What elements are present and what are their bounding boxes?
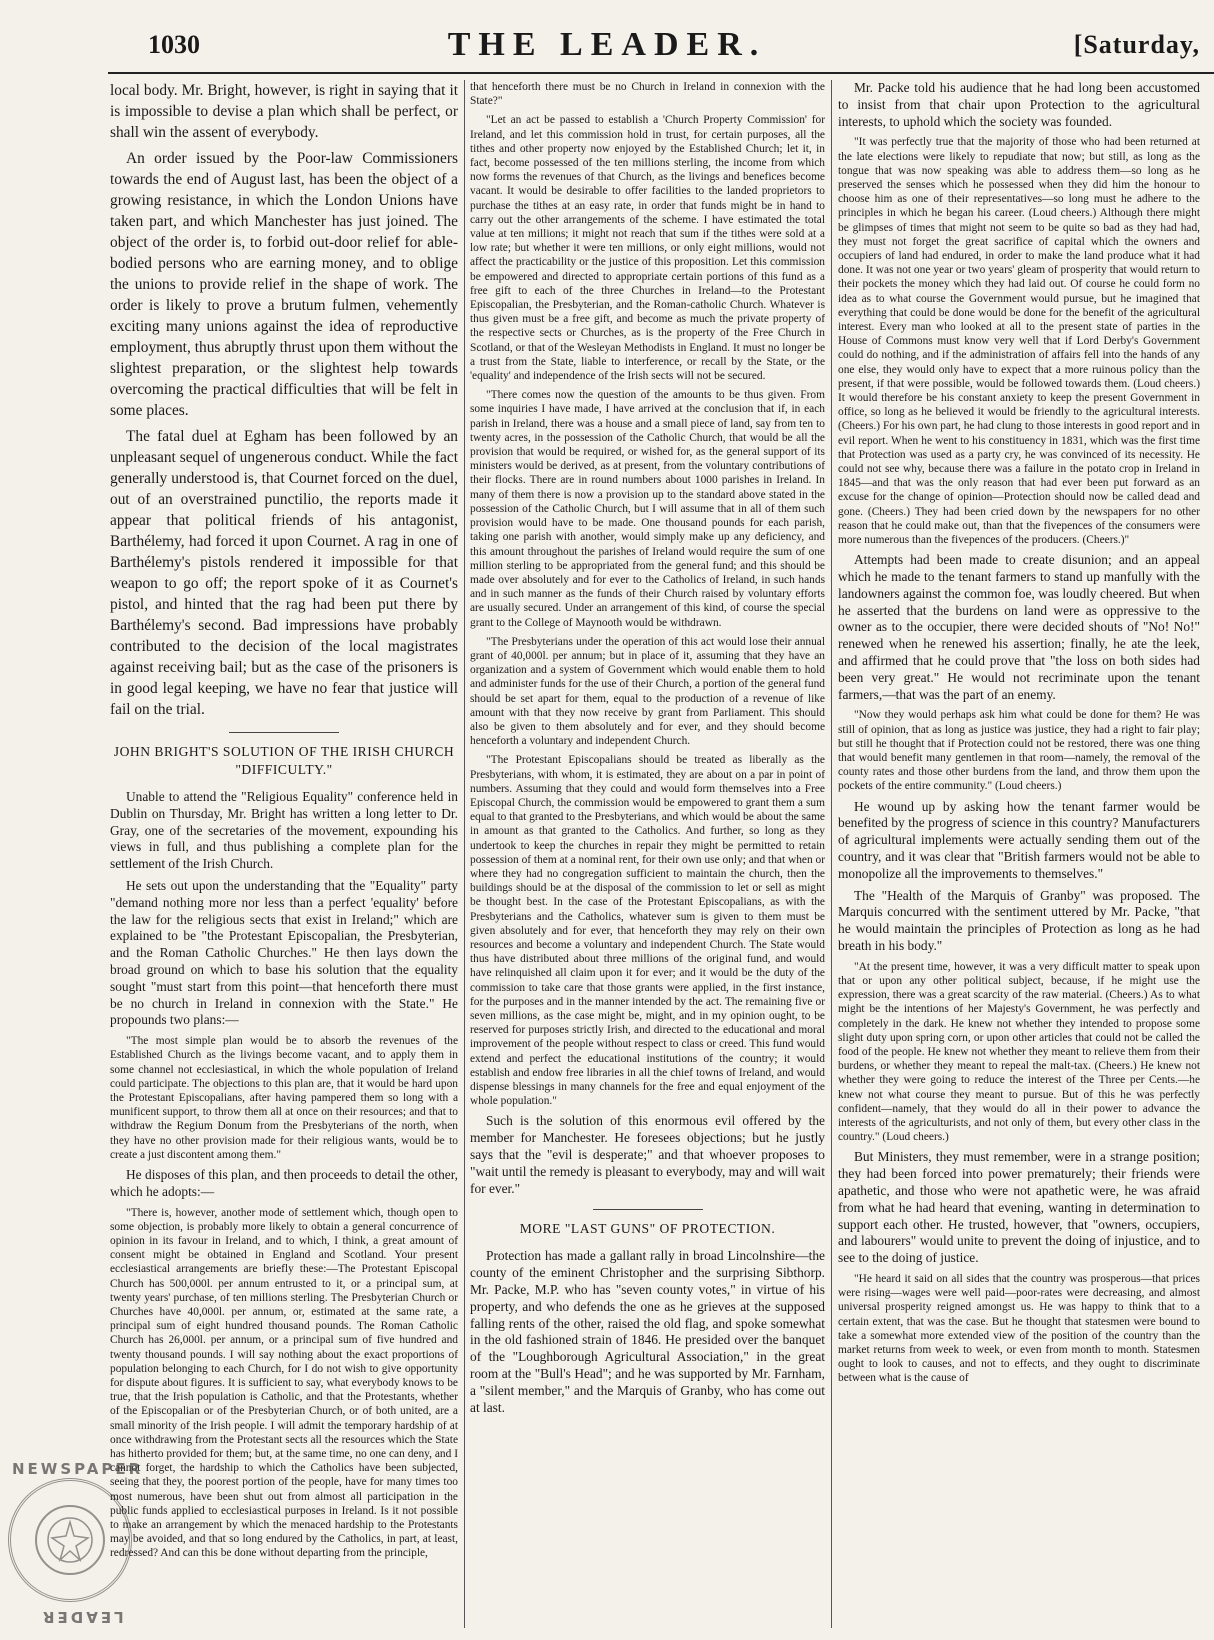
issue-day: [Saturday, [1073,30,1200,59]
col3-quote-present-time: "At the present time, however, it was a very difficult matter to speak upon that or upon any other political subject, because, if he might use the expression, there was a great scarcity of the raw material. (Cheers.) As to what might be the intentions of her Majesty's Government, he was perfectly and completely in the dark. He knew not whether they intended to propose some slight duty upon spring corn, or upon other articles that could not be called the food of the people. He knew not whether they meant to relieve them from their burdens, or whether they meant to repeal the malt-tax. (Cheers.) He knew not whether they were going to reduce the interest of the Three per Cents.—he knew not what course they meant to pursue. But of this he was perfectly confident—namely, that they would do all in their power to advance the interests of the agriculturists, and not only of them, but every other class in the country." (Loud cheers.) [838,960,1200,1144]
stamp-label-bottom: LEADER [40,1608,124,1626]
col1-paragraph-duel: The fatal duel at Egham has been followed by an unpleasant sequel of ungenerous conduct. While the fact generally understood is, that Cournet forced on the duel, out of an overstrained punctilio, the reports made it appear that political friends of his antagonist, Barthélemy, had forced it upon Cournet. A rag in one of Barthélemy's pistols rendered it impossible for that weapon to go off; the report spoke of it as Cournet's pistol, and hinted that the rag had been put there by Barthélemy's second. Bad impressions have probably contributed to the decision of the local magistrates against receiving bail; but as the case of the prisoners is in good legal keeping, we have no fear that justice will fail on the trial. [110,428,458,718]
column-3 [838,80,1200,1628]
col3-quote-majority: "It was perfectly true that the majority of those who had been returned at the late elections were likely to repudiate that now; but still, as long as the tongue that was now speaking was able to address them—so long as he preserved the senses which he possessed when they did him the honour to choose him as one of their representatives—so long must he adhere to the principles in which he began his career. (Loud cheers.) Although there might be glimpses of times that might not seem to be quite so bad as they had had, they must not forget the great sacrifice of capital which the owners and occupiers of land had endured, in order to make the land produce what it had done. It was not one year or two years' gleam of prosperity that would return to their pockets the money which they had laid out. Of course he could form no idea as to what course the Government would pursue, but he imagined that everything that could be done would be done for the benefit of the agricultural interest. Every man who looked at all to the present state of parties in the House of Commons must know very well that if Lord Derby's Government could do nothing, and if the administration of affairs fell into the hands of any one else, they would only have to expect that a more ruinous policy than the present, if that were possible, would be followed towards them. (Loud cheers.) It would therefore be his constant anxiety to keep the present Government in office, so long as he believed it would be friendly to the agricultural interests. (Cheers.) For his own part, he had clung to those interests in good report and in evil report. When he went to his constituency in 1831, which was the first time that Protection was used as a party cry, he was convinced of its necessity. He could not see why, because there was a failure in the potato crop in Ireland in 1845—and that was the only reason that had ever been put forward as an excuse for the change of opinion—Protection should now be called dead and gone. (Cheers.) They had been cried down by the newspapers for no other reason that he could make out, than that the fivepences of the consumers were more numerous than the fivepences of the producers. (Cheers.)" [838,136,1200,547]
col1-paragraph-sets-out: He sets out upon the understanding that the "Equality" party "demand nothing more nor less than a perfect 'equality' before the law for the religious sects that exist in Ireland;" which are explained to be "the Protestant Episcopalian, the Presbyterian, and the Roman Catholic Churches." He then lays down the broad ground on which to base his solution that the equality sought "must start from this point—that henceforth there must be no church in Ireland in connexion with the State." He propounds two plans:— [110,877,458,1028]
library-stamp-seal [8,1478,132,1602]
article-heading-last-guns: MORE "LAST GUNS" OF PROTECTION. [519,1221,776,1237]
column-1 [110,80,458,1628]
column-divider-2 [831,80,832,1628]
section-rule [593,1209,703,1210]
article-heading-irish-church: JOHN BRIGHT'S SOLUTION OF THE IRISH CHURCH "DIFFICULTY." [113,744,455,777]
col2-quote-episcopalians: "The Protestant Episcopalians should be treated as liberally as the Presbyterians, with whom, it is estimated, they are about on a par in point of numbers. Assuming that they could and would form themselves into a Free Episcopal Church, the commission would be empowered to grant them a sum equal to that granted to the Presbyterians, and which would be about the same in amount as that granted to the Catholics. And further, so long as they undertook to keep the churches in repair they might be permitted to retain possession of them at a nominal rent, for their own use only; and that when or where they had no congregation sufficient to maintain the church, then the buildings should be at the disposal of the commission to let or sell as might be thought best. In the case of the Protestant Episcopalians, as with the Presbyterians and the Catholics, whatever sum is given to them must be given absolutely and for ever, that henceforth they may rely on their own resources and become a voluntary and independent Church. The State would thus have distributed about three millions of the original fund, and would have relinquished all claim upon it for ever; and it would be the duty of the commission to take care that those grants were applied, in the first instance, for the purposes and in the manner intended by the act. The remaining five or seven millions, as the case might be, might, and in my opinion ought, to be reserved for purposes strictly Irish, and directed to the educational and moral improvement of the people without respect to class or creed. This fund would extend and perfect the educational institutions of the country; it would establish and endow free libraries in all the chief towns of Ireland, and would dispense blessings in many channels for the free and equal enjoyment of the whole population." [470,754,825,1108]
col1-paragraph-1: local body. Mr. Bright, however, is right in saying that it is impossible to devise a plan which shall be perfect, or shall win the assent of everybody. [110,82,458,141]
masthead-rule [108,72,1214,74]
col2-paragraph-protection: Protection has made a gallant rally in broad Lincolnshire—the county of the eminent Christopher and the surprising Sibthorp. Mr. Packe, M.P. who has "seven county votes," in virtue of his property, and who defends the one as he grieves at the supposed falling rents of the other, raised the old flag, and spoke somewhat in the old fashioned strain of 1846. He presided over the banquet of the "Loughborough Agricultural Association," in the great room at the "Bull's Head"; and he was supported by Mr. Farnham, a "silent member," and the Marquis of Granby, who has come out at last. [470,1248,825,1415]
col1-paragraph-disposes: He disposes of this plan, and then proceeds to detail the other, which he adopts:— [110,1166,458,1199]
col3-paragraph-wound-up: He wound up by asking how the tenant farmer would be benefited by the progress of science in this country? Manufacturers of agricultural implements were actually sending them out of the country, and it was clear that "British farmers would not be able to monopolize all the improvements to themselves." [838,798,1200,881]
col1-paragraph-unable: Unable to attend the "Religious Equality" conference held in Dublin on Thursday, Mr. Bright has written a long letter to Dr. Gray, one of the secretaries of the movement, expounding his views in full, and thus publishing a complete plan for the settlement of the Irish Church. [110,789,458,872]
col3-paragraph-granby: The "Health of the Marquis of Granby" was proposed. The Marquis concurred with the sentiment uttered by Mr. Packe, "that he would maintain the principles of Protection as long as he had breath in his body." [838,887,1200,954]
col1-quote-simple-plan: "The most simple plan would be to absorb the revenues of the Established Church as the livings become vacant, and to apply them in some channel not ecclesiastical, in which the whole population of Ireland could participate. The objections to this plan are, that it would be hard upon the Protestant Episcopalians, after having pampered them so long with a munificent support, to throw them all at once on their resources; and that to withdraw the Regium Donum from the Presbyterians of the north, when they have no other provision made for their religious wants, would be to create a just discontent among them." [110,1035,458,1161]
col3-paragraph-packe: Mr. Packe told his audience that he had long been accustomed to insist from that chair upon Protection to the agricultural interests, to uphold which the society was founded. [838,80,1200,129]
col3-paragraph-ministers: But Ministers, they must remember, were in a strange position; they had been forced into power prematurely; their friends were apathetic, and those who were not apathetic were, he was afraid from what he had heard that evening, wanting in determination to support each other. He trusted, however, that "owners, occupiers, and labourers" would unite to prevent the doing of injustice, and to see to the doing of justice. [838,1149,1200,1266]
col3-quote-what-done: "Now they would perhaps ask him what could be done for them? He was still of opinion, that as long as justice was justice, they had a right to fair play; but still he thought that if Protection could not be restored, there was one thing that would benefit many gentlemen in that room—namely, the removal of the county rates and those other burdens from the land, and throw them upon the pockets of the entire community." (Loud cheers.) [838,709,1200,793]
col2-quote-act: "Let an act be passed to establish a 'Church Property Commission' for Ireland, and let this commission hold in trust, for certain purposes, all the tithes and other property now enjoyed by the Established Church; let it, in fact, become possessed of the ten millions sterling, the income from which now forms the revenues of that Church, as the livings and benefices become vacant. It would be desirable to offer facilities to the landed proprietors to purchase the tithes at an easy rate, in order that funds might be in hand to carry out the other arrangements of the scheme. I have estimated the total value at ten millions; it might not reach that sum if the tithes were sold at a low rate; but whether it were ten millions, or only eight millions, would not affect the practicability or the justice of this proposition. Let this commission be empowered and directed to appropriate certain portions of this fund as a free gift to each of the three Churches in Ireland—to the Protestant Episcopalian, the Presbyterian, and the Roman-catholic Church. Whatever is thus given must be a free gift, and become as much the private property of the respective sects or Churches, as is the property of the Free Church in Scotland, or that of the Wesleyan Methodists in England. It must no longer be a trust from the State, liable to interference, or recall by the State, or the 'equality' and independence of the Irish sects will not be secured. [470,114,825,383]
col1-paragraph-poor-law: An order issued by the Poor-law Commissioners towards the end of August last, has been the object of a growing resistance, in which the London Unions have taken part, and which Manchester has just joined. The object of the order is, to forbid out-door relief for able-bodied persons who are earning money, and to oblige the unions to provide relief in the shape of work. The order is likely to prove a brutum fulmen, vehemently exciting many unions against the idea of reproductive employment, thus abruptly thrust upon them without the slightest preparation, or the slightest help towards overcoming the practical difficulties that will be felt in some places. [110,150,458,419]
stamp-label-top: NEWSPAPER [12,1460,144,1478]
section-rule [229,732,339,733]
col2-quote-presbyterians: "The Presbyterians under the operation of this act would lose their annual grant of 40,000l. per annum; but in place of it, assuming that they have an organization and a system of Government which would enable them to hold and administer funds for the use of their Church, a portion of the general fund should be set apart for them, equal to the production of a revenue of like amount with that they now receive by grant from Parliament. This should also be given to them absolutely and for ever, and they should become henceforth a voluntary and independent Church. [470,635,825,748]
masthead [0,0,1214,78]
col2-paragraph-solution: Such is the solution of this enormous evil offered by the member for Manchester. He foresees objections; but he justly says that the "evil is desperate;" and that whoever proposes to "wait until the remedy is pleasant to everybody, may and will wait for ever." [470,1113,825,1196]
column-2 [470,80,825,1628]
seal-emblem-icon [30,1500,110,1580]
newspaper-title: THE LEADER. [447,26,767,63]
col3-paragraph-disunion: Attempts had been made to create disunion; and an appeal which he made to the tenant farmers to stand up manfully with the landowners against the common foe, was loudly cheered. But when he asserted that the burdens on land were as oppressive to the owner as to the occupier, there were decided shouts of "No! No!" renewed when he renewed his assertion; finally, he ate the leek, and affirmed that he could prove that "the loss on both sides had been very great." He would not recriminate upon the tenant farmers,—that was the part of an enemy. [838,552,1200,702]
col1-quote-another-mode: "There is, however, another mode of settlement which, though open to some objection, is probably more likely to obtain a general concurrence of opinion in its favour in Ireland, and to which, I think, a great amount of consent might be obtained in England and Scotland. Your present ecclesiastical arrangements are briefly these:—The Protestant Episcopal Church has 500,000l. per annum entrusted to it, or a principal sum, at twenty years' purchase, of ten millions sterling. The Presbyterian Church or Churches have 40,000l. per annum, or, estimated at the same rate, a principal sum of eight hundred thousand pounds. The Roman Catholic Church has 26,000l. per annum, or a principal sum of five hundred and twenty thousand pounds. I will say nothing about the exact proportions of population belonging to each Church, for I do not wish to give opportunity for dispute about figures. It is sufficient to say, what everybody knows to be true, that the Irish population is Catholic, and that the Protestants, whether of the Episcopalian or of the Presbyterian Church, or of both united, are a small minority of the Irish people. I will admit the temporary hardship of at once withdrawing from the Protestant sects all the resources which the State has hitherto provided for them; but, at the same time, no one can deny, and I cannot forget, the hardship to which the Catholics have been subjected, seeing that they, the poorest portion of the people, have for many times too most numerous, have been shut out from almost all participation in the public funds applied to ecclesiastical purposes in Ireland. Is it not possible to make an arrangement by which the menaced hardship to the Protestants may be avoided, and that so long endured by the Catholics, in part, at least, redressed? And can this be done without departing from the principle, [110,1206,458,1560]
col2-quote-continued: that henceforth there must be no Church in Ireland in connexion with the State?" [470,81,825,108]
col2-quote-amounts: "There comes now the question of the amounts to be thus given. From some inquiries I have made, I have arrived at the conclusion that if, in each parish in Ireland, there was a house and a small piece of land, say from ten to twenty acres, in the possession of the Catholic Church, that would be all the provision that would be required, or wished for, as the general support of its ministers would be derived, as at present, from the voluntary contributions of their flocks. There are in round numbers about 1000 parishes in Ireland. In many of them there is now a provision up to the standard above stated in the possession of the Catholic Church, but I will assume that in all of them such provision would have to be made. One thousand pounds for each parish, taking one parish with another, would simply make up any deficiency, and this amount throughout the parishes of Ireland would require the sum of one million sterling to be appropriated from the general fund; and this should be made over absolutely and for ever to the Catholics of Ireland, in such hands and in such manner as the funds of their Church raised by voluntary efforts are usually secured. Under an arrangement of this kind, of course the special grant to the College of Maynooth would be withdrawn. [470,389,825,629]
col3-quote-prosperous: "He heard it said on all sides that the country was prosperous—that prices were rising—wages were well paid—poor-rates were decreasing, and almost universal prosperity reigned amongst us. He was happy to think that to a certain extent, that was the case. But he thought that statesmen were bound to take a somewhat more extended view of the position of the country than the market returns from week to week, or even from month to month. Statesmen ought to look to causes, and not to effects, and they ought to discriminate between what is the cause of [838,1273,1200,1385]
page-number: 1030 [148,30,200,59]
column-divider-1 [464,80,465,1628]
